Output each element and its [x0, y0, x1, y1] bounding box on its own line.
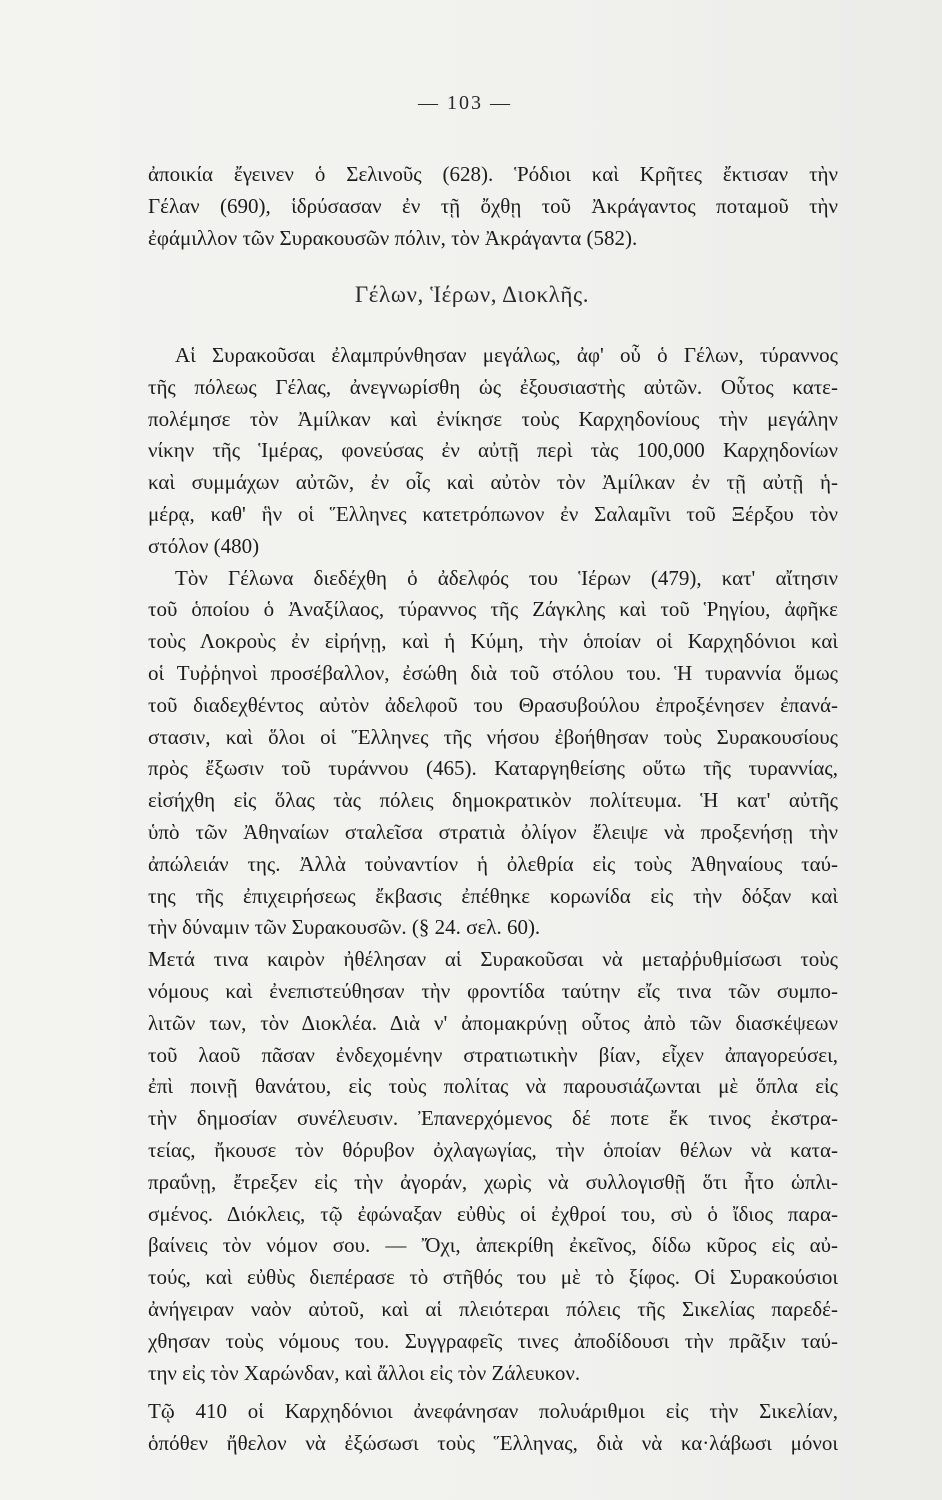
text-line: τούς, καὶ εὐθὺς διεπέρασε τὸ στῆθός του μὲ τὸ ξίφος. Οἱ Συρακούσιοι — [148, 1265, 838, 1290]
text-line: ἐπὶ ποινῇ θανάτου, εἰς τοὺς πολίτας νὰ παρουσιάζωνται μὲ ὅπλα εἰς — [148, 1074, 838, 1099]
text-line: τοῦ ὁποίου ὁ Ἀναξίλαος, τύραννος τῆς Ζάγκλης καὶ τοῦ Ῥηγίου, ἀφῆκε — [148, 597, 838, 622]
text-line: ὁπόθεν ἤθελον νὰ ἐξώσωσι τοὺς Ἕλληνας, διὰ νὰ κα·λάβωσι μόνοι — [148, 1430, 838, 1455]
text-line: χθησαν τοὺς νόμους του. Συγγραφεῖς τινες ἀποδίδουσι τὴν πρᾶξιν ταύ- — [148, 1328, 838, 1353]
text-line: ἀνήγειραν ναὸν αὐτοῦ, καὶ αἱ πλειότεραι πόλεις τῆς Σικελίας παρεδέ- — [148, 1296, 838, 1321]
paragraph-continuation — [148, 159, 838, 254]
text-line: την εἰς τὸν Χαρώνδαν, καὶ ἄλλοι εἰς τὸν Ζάλευκον. — [148, 1360, 581, 1385]
text-line: Γέλαν (690), ἱδρύσασαν ἐν τῇ ὄχθῃ τοῦ Ἀκράγαντος ποταμοῦ τὴν — [148, 193, 838, 218]
text-line: νίκην τῆς Ἱμέρας, φονεύσας ἐν αὐτῇ περὶ τὰς 100,000 Καρχηδονίων — [148, 438, 838, 463]
text-line: ὑπὸ τῶν Ἀθηναίων σταλεῖσα στρατιὰ ὀλίγον ἔλειψε νὰ προξενήσῃ τὴν — [148, 819, 838, 844]
text-line: ἀπώλειάν της. Ἀλλὰ τοὐναντίον ἡ ὀλεθρία εἰς τοὺς Ἀθηναίους ταύ- — [148, 851, 838, 876]
text-line: στασιν, καὶ ὅλοι οἱ Ἕλληνες τῆς νήσου ἐβοήθησαν τοὺς Συρακουσίους — [148, 724, 838, 749]
text-line: στόλον (480) — [148, 533, 260, 558]
paragraph-hieron — [148, 563, 838, 945]
text-line: Τὸν Γέλωνα διεδέχθη ὁ ἀδελφός του Ἱέρων (479), κατ' αἴτησιν — [175, 565, 838, 590]
text-line: πρὸς ἔξωσιν τοῦ τυράννου (465). Καταργηθείσης οὕτω τῆς τυραννίας, — [148, 756, 838, 781]
paragraph-410 — [148, 1396, 838, 1460]
text-line: μέρᾳ, καθ' ἣν οἱ Ἕλληνες κατετρόπωνον ἐν Σαλαμῖνι τοῦ Ξέρξου τὸν — [148, 501, 838, 526]
text-line: οἱ Τυῤῥηνοὶ προσέβαλλον, ἐσώθη διὰ τοῦ στόλου του. Ἡ τυραννία ὅμως — [148, 660, 838, 685]
text-line: της τῆς ἐπιχειρήσεως ἔκβασις ἐπέθηκε κορωνίδα εἰς τὴν δόξαν καὶ — [148, 883, 838, 908]
text-line: καὶ συμμάχων αὐτῶν, ἐν οἷς καὶ αὐτὸν τὸν Ἀμίλκαν ἐν τῇ αὐτῇ ἡ- — [148, 470, 838, 495]
paragraph-diocles — [148, 944, 838, 1389]
text-line: τοὺς Λοκροὺς ἐν εἰρήνῃ, καὶ ἡ Κύμη, τὴν ὁποίαν οἱ Καρχηδόνιοι καὶ — [148, 629, 838, 654]
text-line: τείας, ἤκουσε τὸν θόρυβον ὀχλαγωγίας, τὴν ὁποίαν θέλων νὰ κατα- — [148, 1137, 838, 1162]
text-line: πραΰνῃ, ἔτρεξεν εἰς τὴν ἀγοράν, χωρὶς νὰ συλλογισθῇ ὅτι ἦτο ὡπλι- — [148, 1169, 838, 1194]
text-line: τὴν δύναμιν τῶν Συρακουσῶν. (§ 24. σελ. 60). — [148, 915, 541, 940]
text-line: νόμους καὶ ἐνεπιστεύθησαν τὴν φροντίδα ταύτην εἴς τινα τῶν συμπο- — [148, 978, 838, 1003]
text-line: Αἱ Συρακοῦσαι ἐλαμπρύνθησαν μεγάλως, ἀφ' οὗ ὁ Γέλων, τύραννος — [175, 343, 838, 367]
text-line: τοῦ διαδεχθέντος αὐτὸν ἀδελφοῦ του Θρασυβούλου ἐπροξένησεν ἐπανά- — [148, 692, 838, 717]
text-line: σμένος. Διόκλεις, τῷ ἐφώναξαν εὐθὺς οἱ ἐχθροί του, σὺ ὁ ἴδιος παρα- — [148, 1201, 838, 1226]
text-line: τὴν δημοσίαν συνέλευσιν. Ἐπανερχόμενος δέ ποτε ἔκ τινος ἐκστρα- — [148, 1106, 838, 1131]
text-line: πολέμησε τὸν Ἀμίλκαν καὶ ἐνίκησε τοὺς Καρχηδονίους τὴν μεγάλην — [148, 406, 838, 431]
text-line: Μετά τινα καιρὸν ἠθέλησαν αἱ Συρακοῦσαι νὰ μεταῤῥυθμίσωσι τοὺς — [148, 947, 838, 972]
text-line: ἐφάμιλλον τῶν Συρακουσῶν πόλιν, τὸν Ἀκράγαντα (582). — [148, 225, 638, 250]
page-number: — 103 — — [418, 92, 512, 114]
text-line: τῆς πόλεως Γέλας, ἀνεγνωρίσθη ὡς ἐξουσιαστὴς αὐτῶν. Οὗτος κατε- — [148, 374, 838, 399]
text-line: ἀποικία ἔγεινεν ὁ Σελινοῦς (628). Ῥόδιοι καὶ Κρῆτες ἔκτισαν τὴν — [148, 162, 838, 186]
text-line: βαίνεις τὸν νόμον σου. — Ὄχι, ἀπεκρίθη ἐκεῖνος, δίδω κῦρος εἰς αὐ- — [148, 1233, 838, 1258]
text-line: Τῷ 410 οἱ Καρχηδόνιοι ἀνεφάνησαν πολυάριθμοι εἰς τὴν Σικελίαν, — [148, 1399, 838, 1423]
text-line: εἰσήχθη εἰς ὅλας τὰς πόλεις δημοκρατικὸν πολίτευμα. Ἡ κατ' αὐτῆς — [148, 788, 838, 813]
paragraph-gelon — [148, 340, 838, 563]
text-line: τοῦ λαοῦ πᾶσαν ἐνδεχομένην στρατιωτικὴν βίαν, εἶχεν ἀπαγορεύσει, — [148, 1042, 838, 1067]
section-body — [148, 340, 838, 1389]
section-heading: Γέλων, Ἱέρων, Διοκλῆς. — [354, 282, 590, 307]
text-line: λιτῶν των, τὸν Διοκλέα. Διὰ ν' ἀπομακρύνῃ οὗτος ἀπὸ τῶν διασκέψεων — [148, 1010, 838, 1035]
